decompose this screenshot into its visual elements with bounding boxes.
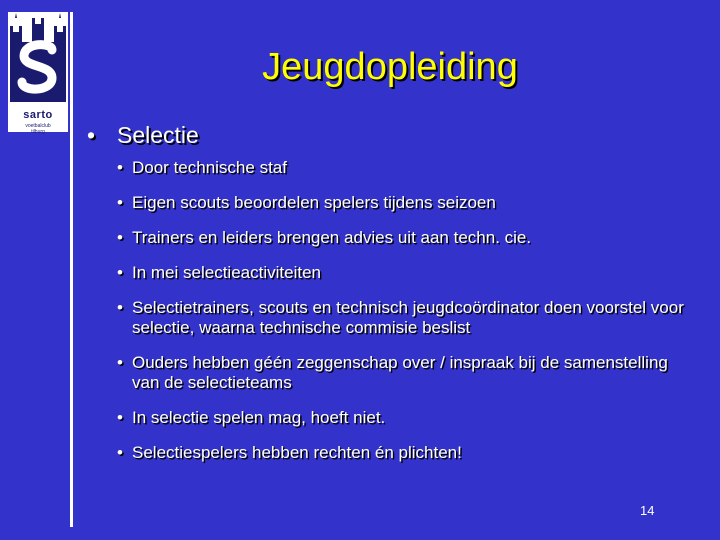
bullet-marker: •	[117, 193, 123, 212]
logo-subtitle-line1: voetbalclub	[25, 123, 51, 129]
logo-wordmark: sarto	[23, 109, 53, 121]
bullet-marker: •	[117, 298, 123, 317]
list-item-text: Trainers en leiders brengen advies uit aan techn. cie.	[132, 228, 532, 247]
main-bullet	[87, 122, 199, 149]
bullet-marker: •	[87, 122, 96, 148]
page-number: 14	[640, 503, 655, 518]
list-item	[117, 298, 687, 338]
bullet-marker: •	[117, 158, 123, 177]
bullet-marker: •	[117, 263, 123, 282]
list-item-text: Ouders hebben géén zeggenschap over / inspraak bij de samenstelling van de selectieteams	[132, 353, 668, 392]
bullet-marker: •	[117, 443, 123, 462]
bullet-marker: •	[117, 408, 123, 427]
list-item	[117, 263, 687, 283]
list-item-text: Door technische staf	[132, 158, 287, 177]
list-item-text: In mei selectieactiviteiten	[132, 263, 321, 282]
list-item-text: Selectiespelers hebben rechten én plichten!	[132, 443, 462, 462]
list-item	[117, 158, 687, 178]
list-item	[117, 408, 687, 428]
list-item-text: Selectietrainers, scouts en technisch jeugdcoördinator doen voorstel voor selectie, waarna technische commisie beslist	[132, 298, 684, 337]
bullet-marker: •	[117, 353, 123, 372]
sub-bullet-list	[117, 158, 687, 478]
logo-subtitle-line2: tilburg	[31, 129, 45, 135]
list-item-text: In selectie spelen mag, hoeft niet.	[132, 408, 386, 427]
bullet-marker: •	[117, 228, 123, 247]
slide-title: Jeugdopleiding	[262, 46, 518, 88]
list-item	[117, 443, 687, 463]
main-bullet-label: Selectie	[117, 122, 199, 148]
list-item	[117, 193, 687, 213]
list-item	[117, 228, 687, 248]
vertical-divider	[70, 12, 73, 527]
list-item-text: Eigen scouts beoordelen spelers tijdens seizoen	[132, 193, 496, 212]
list-item	[117, 353, 687, 393]
